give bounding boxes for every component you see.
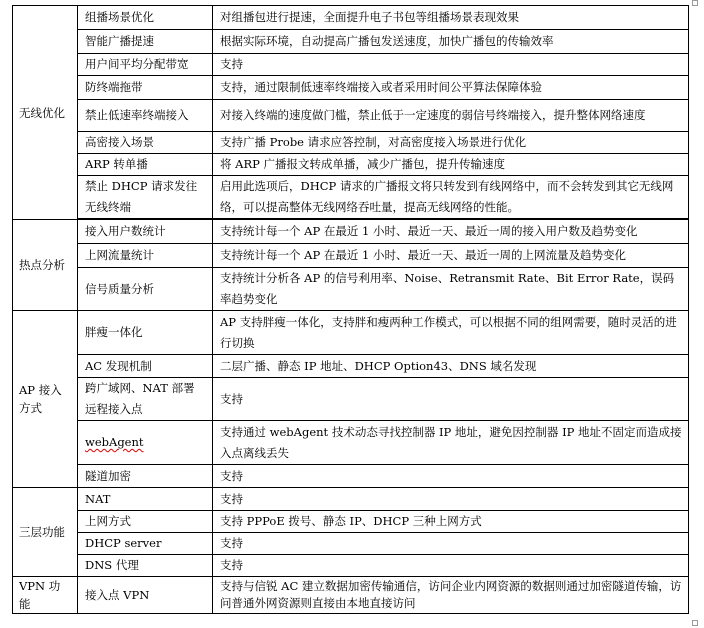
feature-text: webAgent: [85, 435, 144, 449]
table-row: [13, 176, 689, 219]
table-row: [13, 6, 689, 30]
category-cell: VPN 功能: [13, 577, 78, 614]
category-cell: 三层功能: [13, 488, 78, 577]
description-cell: 支持: [213, 555, 689, 577]
description-cell: 支持统计每一个 AP 在最近 1 小时、最近一天、最近一周的上网流量及趋势变化: [213, 244, 689, 268]
description-cell: 对组播包进行提速，全面提升电子书包等组播场景表现效果: [213, 6, 689, 30]
table-row: [13, 421, 689, 465]
table-row: [13, 355, 689, 378]
feature-cell: NAT: [78, 488, 213, 511]
table-row: [13, 220, 689, 244]
feature-cell: 禁止 DHCP 请求发往无线终端: [78, 176, 213, 219]
description-cell: 对接入终端的速度做门槛，禁止低于一定速度的弱信号终端接入，提升整体网络速度: [213, 100, 689, 132]
table-row: [13, 465, 689, 488]
category-cell: 热点分析: [13, 220, 78, 311]
description-cell: 支持与信锐 AC 建立数据加密传输通信，访问企业内网资源的数据则通过加密隧道传输，访问普通外网资源则直接由本地直接访问: [213, 577, 689, 614]
feature-cell: 胖瘦一体化: [78, 311, 213, 355]
table-row: [13, 533, 689, 555]
feature-cell: 跨广域网、NAT 部署远程接入点: [78, 378, 213, 421]
table-resize-handle[interactable]: [692, 0, 698, 6]
feature-cell: DNS 代理: [78, 555, 213, 577]
table-row: [13, 30, 689, 54]
table-resize-handle[interactable]: [692, 620, 698, 626]
description-cell: 支持通过 webAgent 技术动态寻找控制器 IP 地址，避免因控制器 IP 地址不固定而造成接入点离线丢失: [213, 421, 689, 465]
feature-cell: 禁止低速率终端接入: [78, 100, 213, 132]
description-cell: 支持 PPPoE 拨号、静态 IP、DHCP 三种上网方式: [213, 511, 689, 533]
table-row: [13, 555, 689, 577]
description-cell: 支持，通过限制低速率终端接入或者采用时间公平算法保障体验: [213, 76, 689, 100]
feature-cell: 上网方式: [78, 511, 213, 533]
table-row: [13, 244, 689, 268]
feature-cell: 上网流量统计: [78, 244, 213, 268]
table-row: [13, 100, 689, 132]
feature-cell: 隧道加密: [78, 465, 213, 488]
category-cell: 无线优化: [13, 6, 78, 220]
table-row: [13, 511, 689, 533]
feature-cell: ARP 转单播: [78, 154, 213, 176]
description-cell: 支持: [213, 465, 689, 488]
description-cell: 将 ARP 广播报文转成单播，减少广播包，提升传输速度: [213, 154, 689, 176]
table-row: [13, 311, 689, 355]
description-cell: AP 支持胖瘦一体化，支持胖和瘦两种工作模式，可以根据不同的组网需要，随时灵活的进行切换: [213, 311, 689, 355]
description-cell: 支持: [213, 488, 689, 511]
feature-cell: 智能广播提速: [78, 30, 213, 54]
description-cell: 支持: [213, 54, 689, 76]
description-cell: 根据实际环境，自动提高广播包发送速度，加快广播包的传输效率: [213, 30, 689, 54]
table-row: [13, 132, 689, 154]
feature-table: [12, 5, 689, 614]
table-row: [13, 268, 689, 311]
feature-cell: 防终端拖带: [78, 76, 213, 100]
description-cell: 支持统计分析各 AP 的信号利用率、Noise、Retransmit Rate、Bit Error Rate，误码率趋势变化: [213, 268, 689, 311]
feature-cell: 用户间平均分配带宽: [78, 54, 213, 76]
table-row: [13, 54, 689, 76]
feature-cell: [78, 421, 213, 465]
description-cell: 支持统计每一个 AP 在最近 1 小时、最近一天、最近一周的接入用户数及趋势变化: [213, 220, 689, 244]
feature-cell: 接入用户数统计: [78, 220, 213, 244]
table-row: [13, 577, 689, 614]
description-cell: 支持广播 Probe 请求应答控制，对高密度接入场景进行优化: [213, 132, 689, 154]
description-cell: 启用此选项后，DHCP 请求的广播报文将只转发到有线网络中，而不会转发到其它无线网络，可以提高整体无线网络吞吐量，提高无线网络的性能。: [213, 176, 689, 219]
feature-cell: 高密接入场景: [78, 132, 213, 154]
table-row: [13, 488, 689, 511]
description-cell: 支持: [213, 533, 689, 555]
table-row: [13, 76, 689, 100]
category-cell: AP 接入方式: [13, 311, 78, 488]
description-cell: 二层广播、静态 IP 地址、DHCP Option43、DNS 域名发现: [213, 355, 689, 378]
table-row: [13, 378, 689, 421]
feature-cell: AC 发现机制: [78, 355, 213, 378]
description-cell: 支持: [213, 378, 689, 421]
feature-cell: 组播场景优化: [78, 6, 213, 30]
feature-cell: 接入点 VPN: [78, 577, 213, 614]
table-row: [13, 154, 689, 176]
feature-cell: 信号质量分析: [78, 268, 213, 311]
feature-cell: DHCP server: [78, 533, 213, 555]
